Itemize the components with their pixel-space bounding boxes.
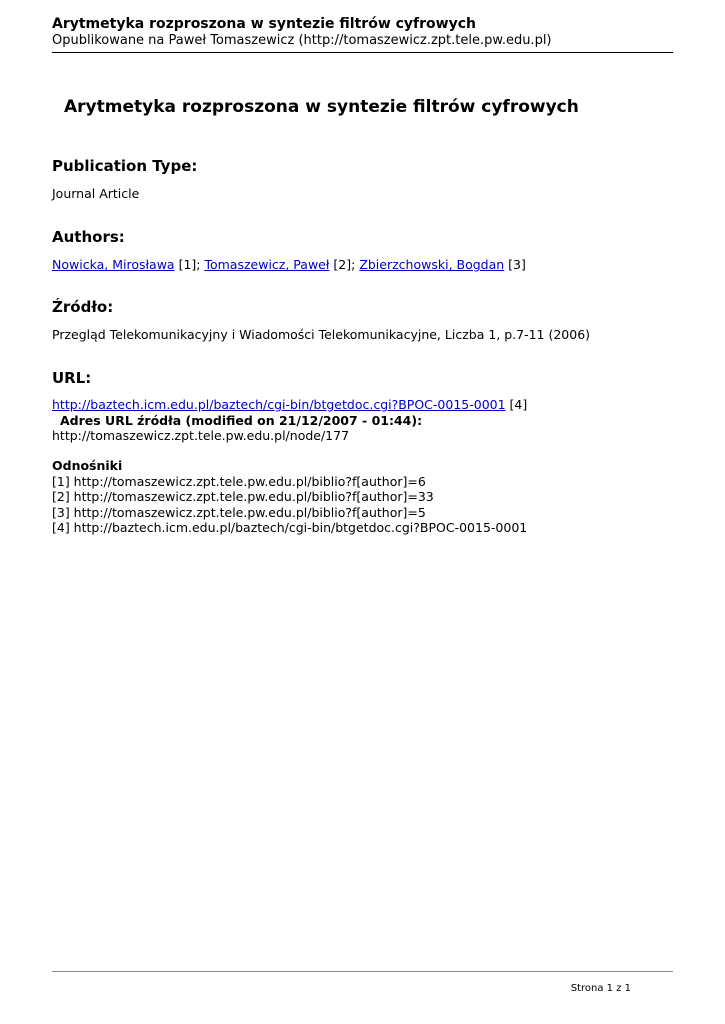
author-separator: ; [351,257,360,272]
author-separator: ; [196,257,205,272]
source-value: Przegląd Telekomunikacyjny i Wiadomości Telekomunikacyjne, Liczba 1, p.7-11 (2006) [52,327,591,342]
author-ref: [1] [178,257,197,272]
reference-item: [1] http://tomaszewicz.zpt.tele.pw.edu.pl/biblio?f[author]=6 [52,473,426,489]
article-title: Arytmetyka rozproszona w syntezie filtrów cyfrowych [64,97,579,117]
author-link[interactable]: Tomaszewicz, Paweł [204,257,330,272]
publication-type-heading: Publication Type: [52,157,198,175]
url-block [52,397,527,444]
header-subtitle: Opublikowane na Paweł Tomaszewicz (http://tomaszewicz.zpt.tele.pw.edu.pl) [52,33,552,48]
authors-list [52,257,526,273]
source-url-label: Adres URL źródła (modified on 21/12/2007 - 01:44): [60,412,423,428]
reference-item: [4] http://baztech.icm.edu.pl/baztech/cgi-bin/btgetdoc.cgi?BPOC-0015-0001 [52,520,528,535]
url-heading: URL: [52,369,92,387]
header-title: Arytmetyka rozproszona w syntezie filtrów cyfrowych [52,16,476,32]
references-block [52,458,527,536]
author-ref: [2] [333,257,352,272]
page-header [52,16,673,49]
authors-heading: Authors: [52,228,125,246]
page-number: Strona 1 z 1 [570,983,631,994]
url-link[interactable]: http://baztech.icm.edu.pl/baztech/cgi-bin/btgetdoc.cgi?BPOC-0015-0001 [52,397,506,412]
author-link[interactable]: Zbierzchowski, Bogdan [359,257,505,272]
header-divider [52,52,673,53]
publication-type-value: Journal Article [52,186,140,201]
author-ref: [3] [508,257,526,272]
footer-divider [52,971,673,972]
source-url-value: http://tomaszewicz.zpt.tele.pw.edu.pl/node/177 [52,428,350,443]
references-heading: Odnośniki [52,458,123,473]
reference-item: [3] http://tomaszewicz.zpt.tele.pw.edu.pl/biblio?f[author]=5 [52,504,426,520]
url-ref: [4] [509,397,528,412]
url-line [52,397,527,413]
reference-item: [2] http://tomaszewicz.zpt.tele.pw.edu.pl/biblio?f[author]=33 [52,489,434,504]
source-heading: Źródło: [52,298,114,316]
author-link[interactable]: Nowicka, Mirosława [52,257,175,272]
